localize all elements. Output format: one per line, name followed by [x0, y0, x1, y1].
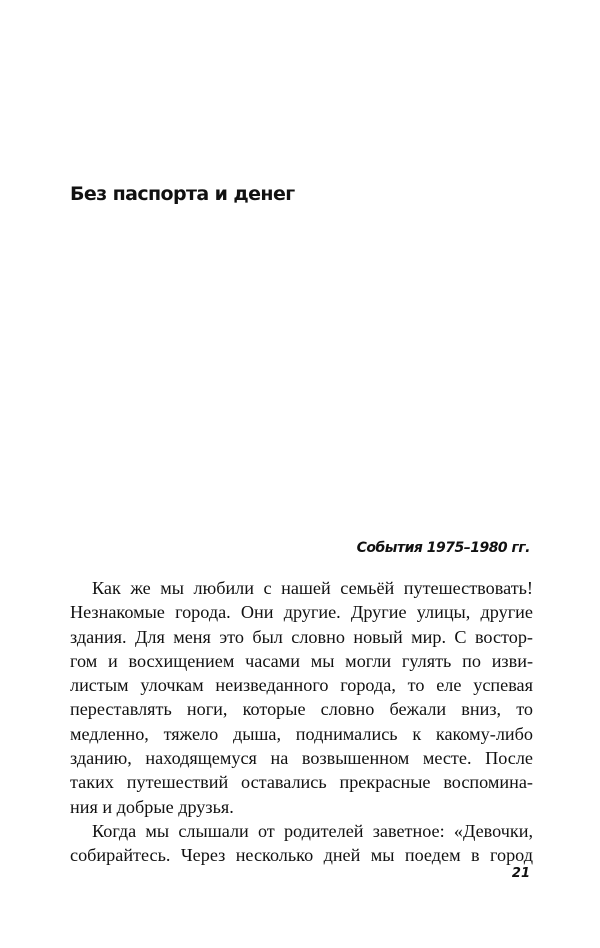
page-number: 21	[511, 866, 530, 881]
text-line: Когда мы слышали от родителей заветное: «Девочки,	[92, 820, 533, 841]
text-line: переставлять ноги, которые словно бежали вниз, то	[70, 699, 533, 720]
text-line: ния и добрые друзья.	[70, 796, 234, 817]
text-line: Незнакомые города. Они другие. Другие улицы, другие	[70, 602, 533, 623]
body-text	[70, 576, 533, 868]
text-line: медленно, тяжело дыша, поднимались к какому-либо	[70, 723, 533, 744]
text-line: Как же мы любили с нашей семьёй путешествовать!	[92, 578, 533, 598]
text-line: таких путешествий оставались прекрасные воспомина-	[70, 772, 533, 793]
text-line: зданию, находящемуся на возвышенном месте. После	[70, 748, 533, 769]
text-line: листым улочкам неизведанного города, то еле успевая	[70, 675, 533, 696]
text-line: гом и восхищением часами мы могли гулять по изви-	[70, 650, 533, 671]
text-line: собирайтесь. Через несколько дней мы поедем в город	[70, 845, 533, 866]
chapter-title: Без паспорта и денег	[70, 183, 295, 205]
text-line: здания. Для меня это был словно новый мир. С востор-	[70, 626, 533, 647]
chapter-date-epigraph: События 1975–1980 гг.	[356, 540, 530, 556]
